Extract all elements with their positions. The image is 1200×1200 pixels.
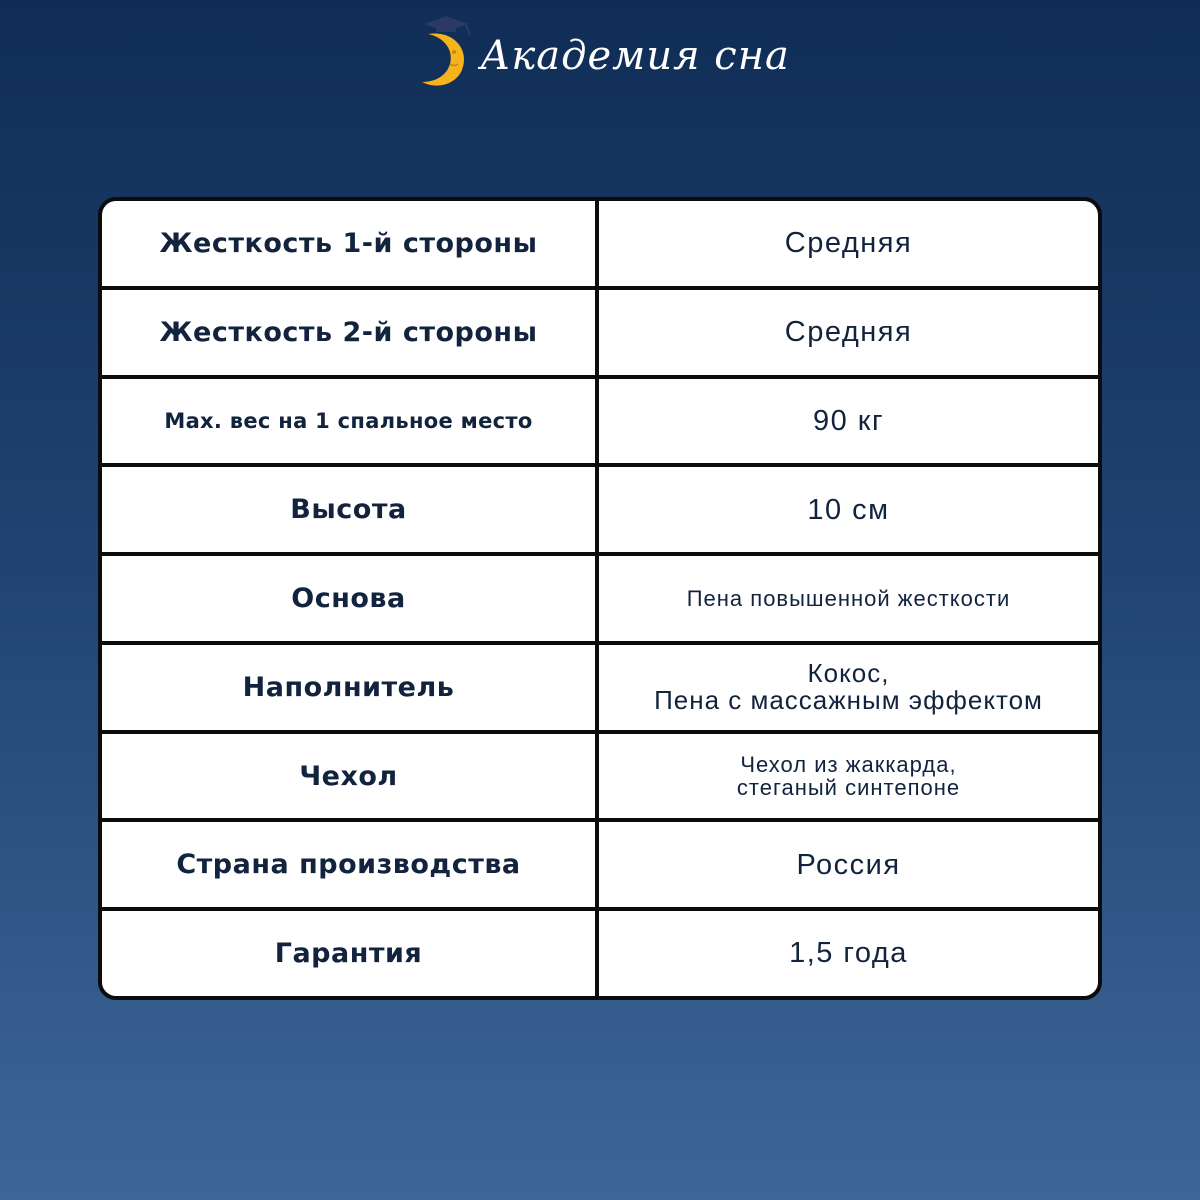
- spec-value-line: 10 см: [807, 493, 890, 526]
- spec-value-lines: [813, 406, 884, 436]
- spec-value-lines: [737, 753, 960, 799]
- spec-value: [599, 911, 1098, 996]
- spec-value-line: Средняя: [784, 227, 913, 260]
- spec-value-lines: [687, 587, 1011, 610]
- spec-label: Чехол: [102, 734, 599, 819]
- spec-label: Страна производства: [102, 822, 599, 907]
- brand-logo: [0, 8, 1200, 96]
- spec-label: Высота: [102, 467, 599, 552]
- spec-value-line: Пена повышенной жесткости: [686, 585, 1011, 611]
- spec-label: Гарантия: [102, 911, 599, 996]
- spec-value-lines: [785, 317, 912, 347]
- spec-label: Max. вес на 1 спальное место: [102, 379, 599, 464]
- brand-logo-inner: [410, 12, 790, 92]
- spec-row: [102, 822, 1098, 911]
- spec-value-lines: [796, 850, 900, 880]
- spec-value-line: 1,5 года: [789, 937, 908, 970]
- spec-value-lines: [654, 660, 1043, 715]
- spec-value: [599, 556, 1098, 641]
- spec-value: [599, 201, 1098, 286]
- spec-row: [102, 379, 1098, 468]
- spec-value-line: Чехол из жаккарда,: [740, 751, 957, 777]
- brand-name: Академия сна: [480, 33, 790, 79]
- spec-row: [102, 467, 1098, 556]
- spec-label: Жесткость 2-й стороны: [102, 290, 599, 375]
- spec-row: [102, 911, 1098, 996]
- spec-value-line: стеганый синтепоне: [736, 775, 961, 801]
- spec-row: [102, 201, 1098, 290]
- specifications-table: [98, 197, 1102, 1000]
- spec-value-lines: [785, 228, 912, 258]
- spec-value: [599, 379, 1098, 464]
- spec-value-lines: [807, 495, 889, 525]
- spec-value: [599, 822, 1098, 907]
- spec-value-line: Россия: [796, 848, 901, 881]
- spec-value-line: Пена с массажным эффектом: [654, 685, 1043, 716]
- spec-value-line: Средняя: [784, 315, 913, 348]
- spec-row: [102, 734, 1098, 823]
- spec-row: [102, 290, 1098, 379]
- spec-value: [599, 467, 1098, 552]
- spec-row: [102, 556, 1098, 645]
- crescent-moon-icon: [410, 12, 478, 92]
- spec-label: Наполнитель: [102, 645, 599, 730]
- spec-value-line: Кокос,: [807, 658, 890, 688]
- spec-label: Основа: [102, 556, 599, 641]
- spec-value: [599, 734, 1098, 819]
- spec-value-line: 90 кг: [812, 404, 885, 437]
- spec-label: Жесткость 1-й стороны: [102, 201, 599, 286]
- spec-row: [102, 645, 1098, 734]
- spec-value: [599, 645, 1098, 730]
- spec-value-lines: [789, 938, 908, 968]
- spec-value: [599, 290, 1098, 375]
